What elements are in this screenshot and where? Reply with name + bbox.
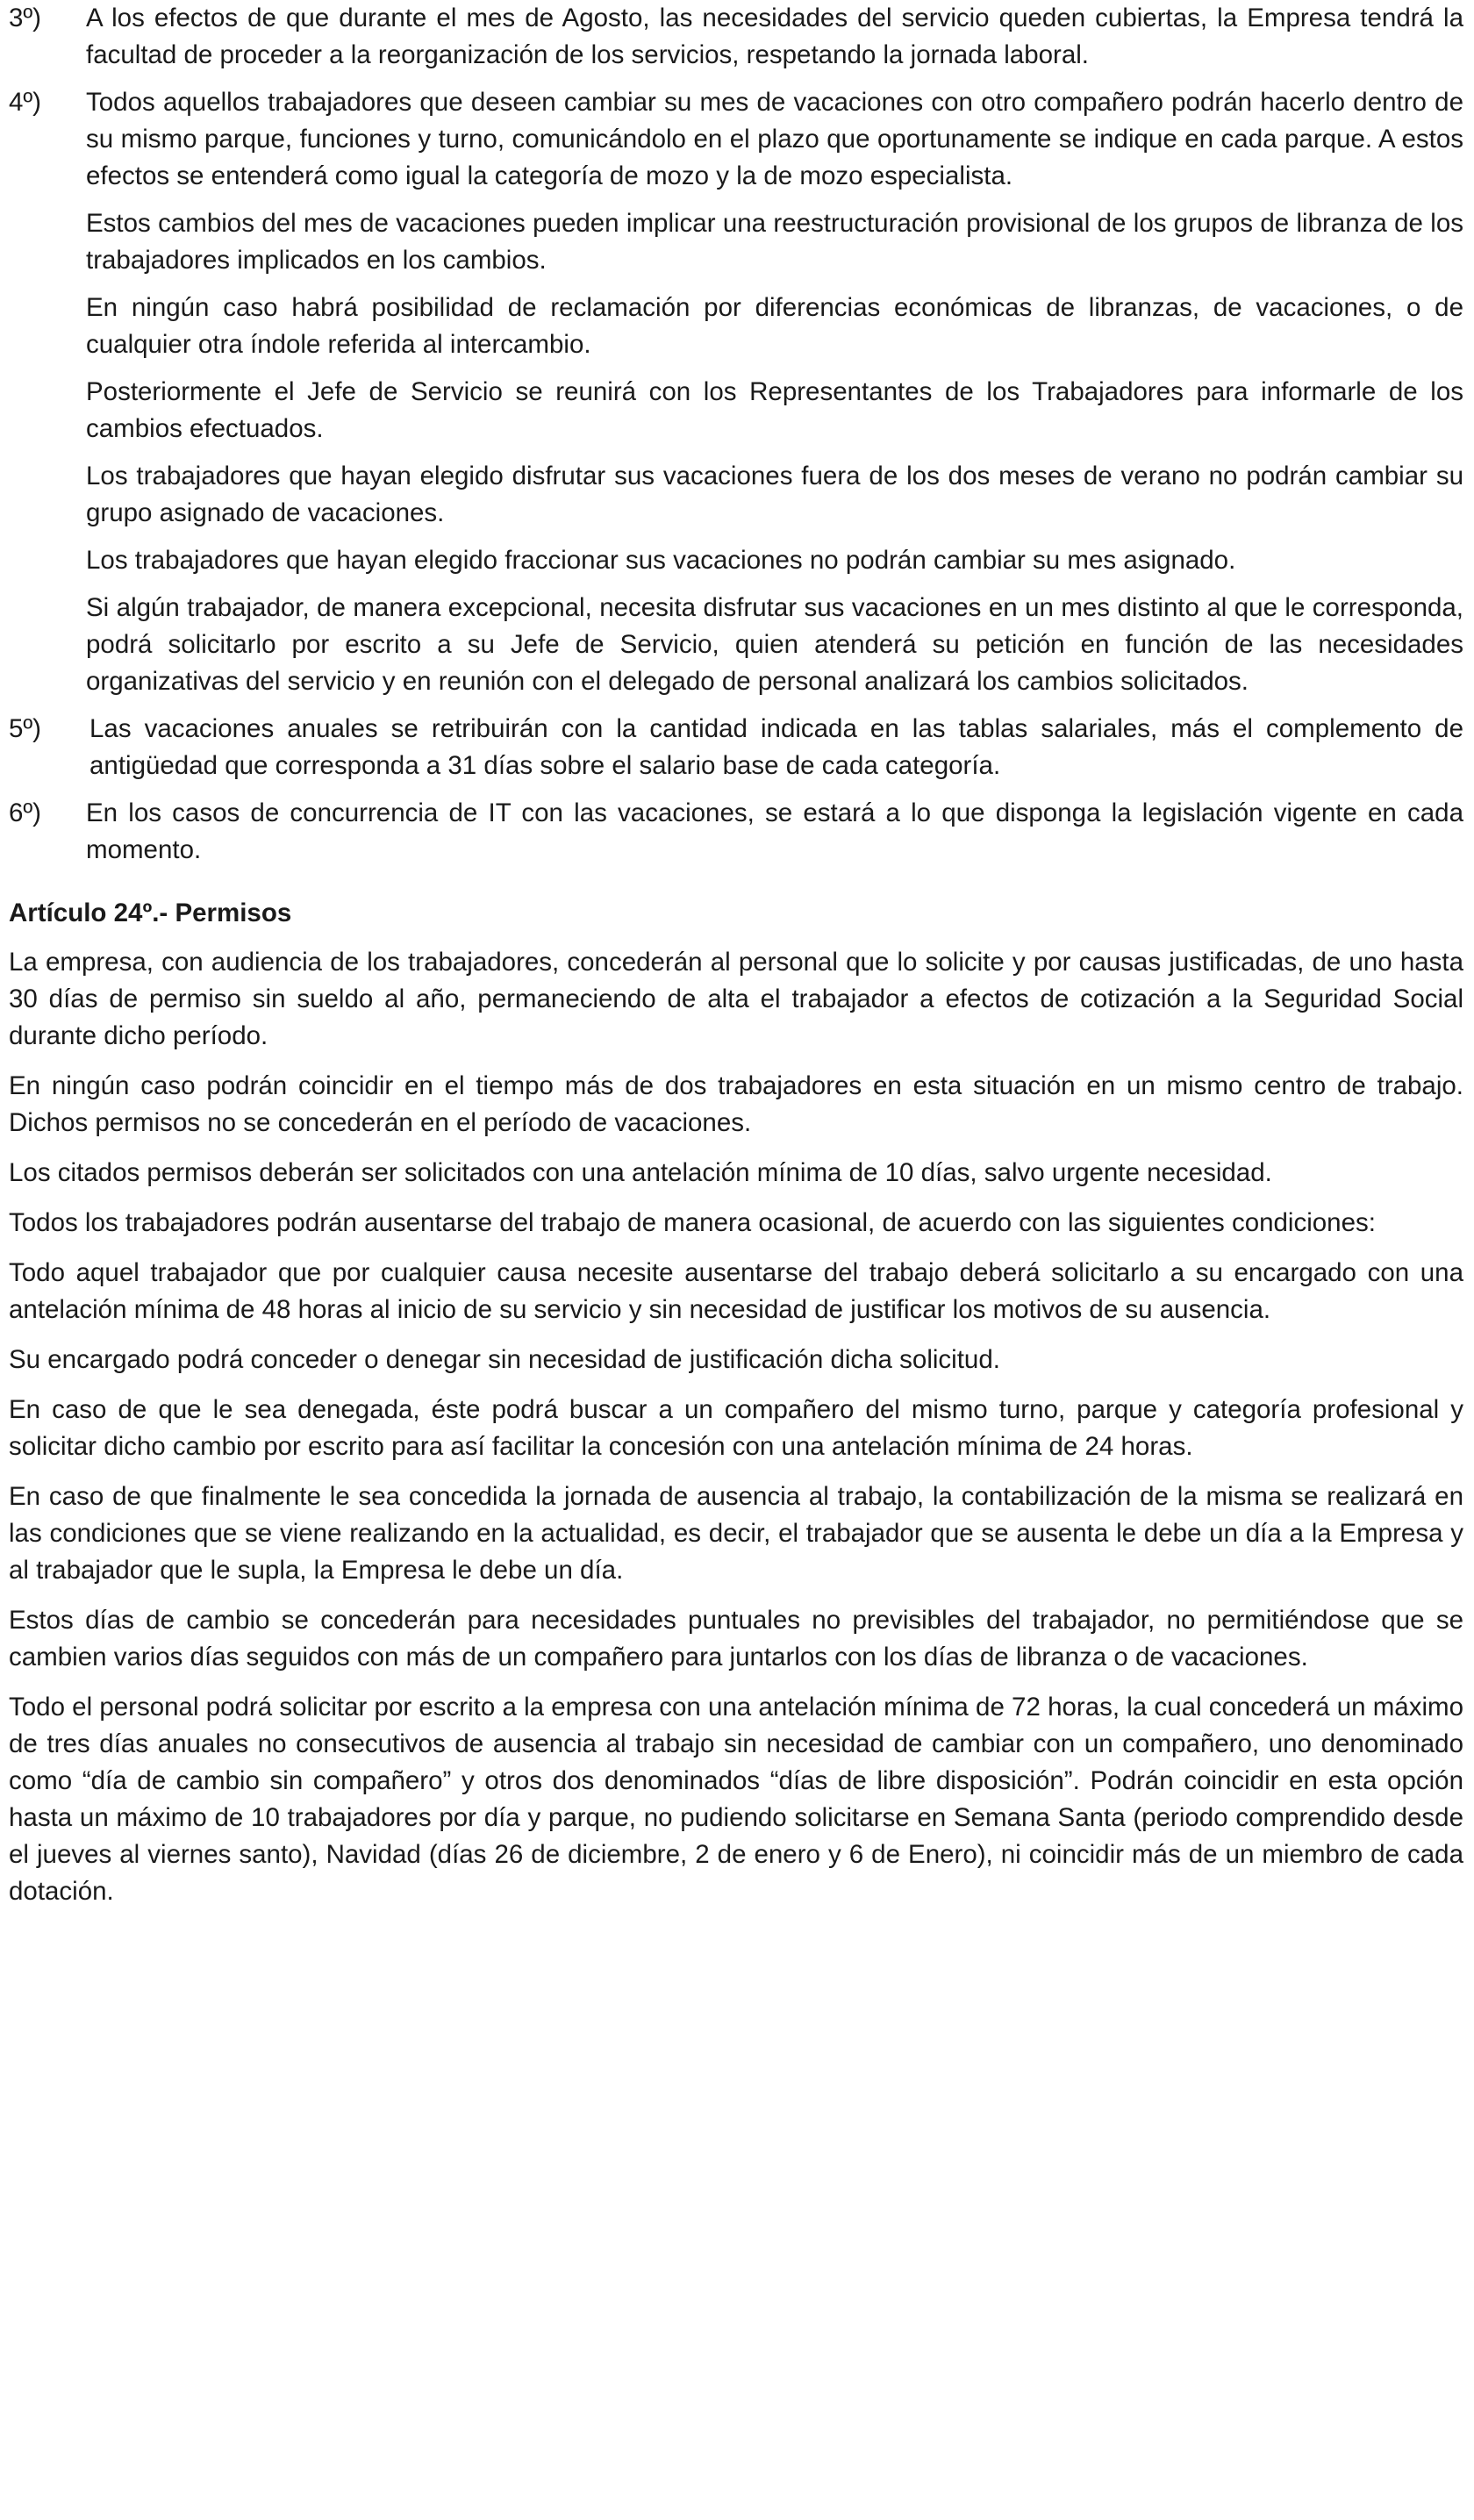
paragraph: Posteriormente el Jefe de Servicio se reunirá con los Representantes de los Trabajadores para informarle de los cambios efectuados. [86, 377, 1463, 443]
paragraph: Todo aquel trabajador que por cualquier causa necesite ausentarse del trabajo deberá solicitarlo a su encargado con una antelación mínima de 48 horas al inicio de su servicio y sin necesidad de justificar los motivos de su ausencia. [9, 1258, 1463, 1324]
paragraph: Los trabajadores que hayan elegido disfrutar sus vacaciones fuera de los dos meses de verano no podrán cambiar su grupo asignado de vacaciones. [86, 462, 1463, 527]
paragraph: Todo el personal podrá solicitar por escrito a la empresa con una antelación mínima de 72 horas, la cual concederá un máximo de tres días anuales no consecutivos de ausencia al trabajo sin necesidad de cambiar con un compañero, uno denominado como “día de cambio sin compañero” y otros dos denominados “días de libre disposición”. Podrán coincidir en esta opción hasta un máximo de 10 trabajadores por día y parque, no pudiendo solicitarse en Semana Santa (periodo comprendido desde el jueves al viernes santo), Navidad (días 26 de diciembre, 2 de enero y 6 de Enero), ni coincidir más de un miembro de cada dotación. [9, 1693, 1463, 1906]
paragraph: Los trabajadores que hayan elegido fraccionar sus vacaciones no podrán cambiar su mes asignado. [86, 546, 1236, 575]
paragraph: Todos los trabajadores podrán ausentarse del trabajo de manera ocasional, de acuerdo con las siguientes condiciones: [9, 1208, 1376, 1237]
paragraph: En ningún caso podrán coincidir en el tiempo más de dos trabajadores en esta situación en un mismo centro de trabajo. Dichos permisos no se concederán en el período de vacaciones. [9, 1071, 1463, 1137]
paragraph: Los citados permisos deberán ser solicitados con una antelación mínima de 10 días, salvo urgente necesidad. [9, 1158, 1272, 1187]
list-item-4 [9, 84, 1463, 700]
item-number: 4º) [9, 88, 42, 117]
paragraph: La empresa, con audiencia de los trabajadores, concederán al personal que lo solicite y por causas justificadas, de uno hasta 30 días de permiso sin sueldo al año, permaneciendo de alta el trabajador a efectos de cotización a la Seguridad Social durante dicho período. [9, 948, 1463, 1050]
paragraph: Estos días de cambio se concederán para necesidades puntuales no previsibles del trabajador, no permitiéndose que se cambien varios días seguidos con más de un compañero para juntarlos con los días de libranza o de vacaciones. [9, 1606, 1463, 1672]
paragraph: En ningún caso habrá posibilidad de reclamación por diferencias económicas de libranzas, de vacaciones, o de cualquier otra índole referida al intercambio. [86, 293, 1463, 359]
paragraph: Todos aquellos trabajadores que deseen cambiar su mes de vacaciones con otro compañero podrán hacerlo dentro de su mismo parque, funciones y turno, comunicándolo en el plazo que oportunamente se indique en cada parque. A estos efectos se entenderá como igual la categoría de mozo y la de mozo especialista. [86, 88, 1463, 190]
article-body [9, 944, 1463, 1910]
item-content [86, 711, 1463, 784]
item-content [86, 84, 1463, 700]
paragraph: Estos cambios del mes de vacaciones pueden implicar una reestructuración provisional de los grupos de libranza de los trabajadores implicados en los cambios. [86, 209, 1463, 275]
item-number: 3º) [9, 4, 42, 32]
paragraph: A los efectos de que durante el mes de Agosto, las necesidades del servicio queden cubiertas, la Empresa tendrá la facultad de proceder a la reorganización de los servicios, respetando la jornada laboral. [86, 4, 1463, 69]
article-heading: Artículo 24º.- Permisos [9, 898, 292, 927]
item-number: 5º) [9, 714, 42, 743]
paragraph: Si algún trabajador, de manera excepcional, necesita disfrutar sus vacaciones en un mes distinto al que le corresponda, podrá solicitarlo por escrito a su Jefe de Servicio, quien atenderá su petición en función de las necesidades organizativas del servicio y en reunión con el delegado de personal analizará los cambios solicitados. [86, 593, 1463, 696]
list-item-5 [9, 711, 1463, 784]
list-item-6 [9, 795, 1463, 869]
paragraph: En caso de que finalmente le sea concedida la jornada de ausencia al trabajo, la contabilización de la misma se realizará en las condiciones que se viene realizando en la actualidad, es decir, el trabajador que se ausenta le debe un día a la Empresa y al trabajador que le supla, la Empresa le debe un día. [9, 1482, 1463, 1585]
document-page [9, 0, 1463, 1923]
paragraph: En los casos de concurrencia de IT con las vacaciones, se estará a lo que disponga la legislación vigente en cada momento. [86, 798, 1463, 864]
paragraph: Su encargado podrá conceder o denegar sin necesidad de justificación dicha solicitud. [9, 1345, 1000, 1374]
paragraph: En caso de que le sea denegada, éste podrá buscar a un compañero del mismo turno, parque y categoría profesional y solicitar dicho cambio por escrito para así facilitar la concesión con una antelación mínima de 24 horas. [9, 1395, 1463, 1461]
list-item-3 [9, 0, 1463, 74]
item-content [86, 795, 1463, 869]
item-content [86, 0, 1463, 74]
paragraph: Las vacaciones anuales se retribuirán con la cantidad indicada en las tablas salariales, más el complemento de antigüedad que corresponda a 31 días sobre el salario base de cada categoría. [89, 714, 1463, 780]
item-number: 6º) [9, 798, 42, 827]
